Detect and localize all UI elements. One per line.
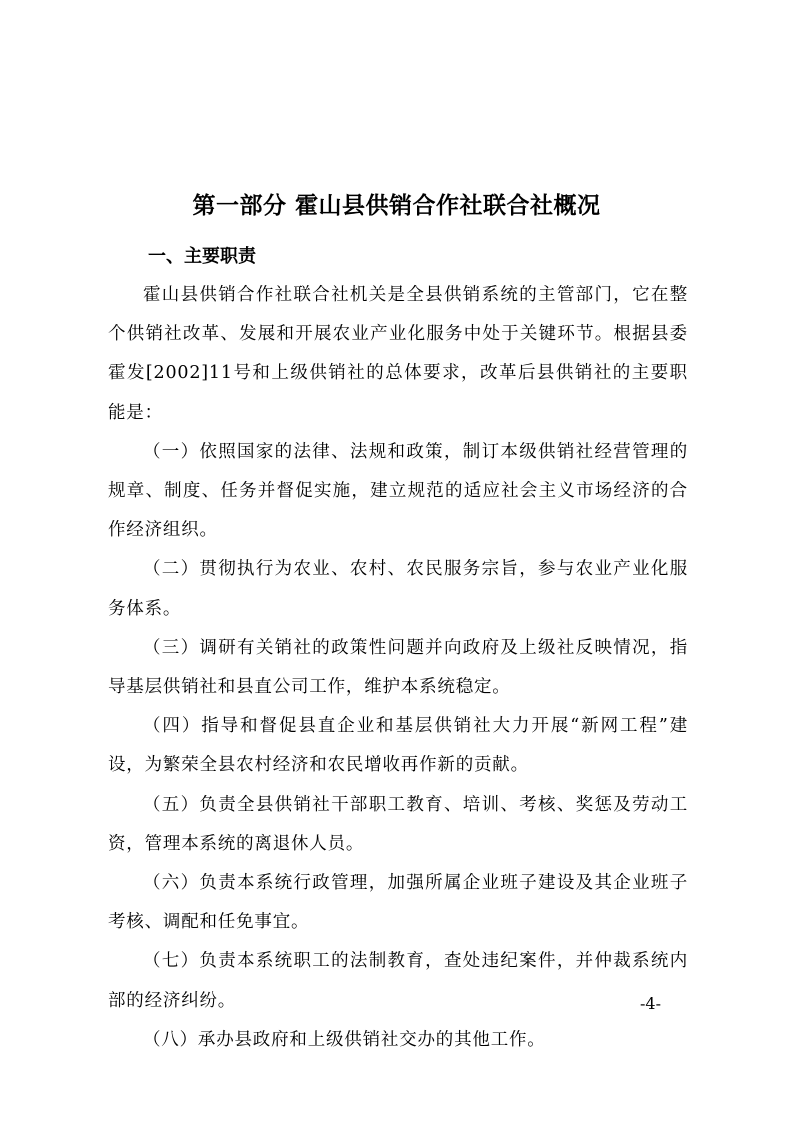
paragraph-item-4: （四）指导和督促县直企业和基层供销社大力开展“新网工程”建设，为繁荣全县农村经济和农民增收再作新的贡献。	[108, 716, 688, 776]
paragraph-intro: 霍山县供销合作社联合社机关是全县供销系统的主管部门，它在整个供销社改革、发展和开展农业产业化服务中处于关键环节。根据县委霍发[2002]11号和上级供销社的总体要求，改革后县供销社的主要职能是：	[108, 285, 688, 423]
paragraph-item-2: （二）贯彻执行为农业、农村、农民服务宗旨，参与农业产业化服务体系。	[108, 559, 688, 619]
paragraph-item-1: （一）依照国家的法律、法规和政策，制订本级供销社经营管理的规章、制度、任务并督促实施，建立规范的适应社会主义市场经济的合作经济组织。	[108, 441, 688, 541]
page-title: 第一部分 霍山县供销合作社联合社概况	[192, 193, 601, 219]
paragraph-item-7: （七）负责本系统职工的法制教育，查处违纪案件，并仲裁系统内部的经济纠纷。	[108, 951, 688, 1011]
paragraph-item-3: （三）调研有关销社的政策性问题并向政府及上级社反映情况，指导基层供销社和县直公司工作，维护本系统稳定。	[108, 637, 688, 698]
paragraph-item-6: （六）负责本系统行政管理，加强所属企业班子建设及其企业班子考核、调配和任免事宜。	[108, 873, 688, 933]
paragraph-item-8: （八）承办县政府和上级供销社交办的其他工作。	[143, 1029, 546, 1050]
page-number: -4-	[640, 994, 661, 1013]
section-heading: 一、主要职责	[148, 246, 256, 267]
body-text	[108, 276, 688, 1060]
paragraph-item-5: （五）负责全县供销社干部职工教育、培训、考核、奖惩及劳动工资，管理本系统的离退休人员。	[108, 794, 688, 854]
